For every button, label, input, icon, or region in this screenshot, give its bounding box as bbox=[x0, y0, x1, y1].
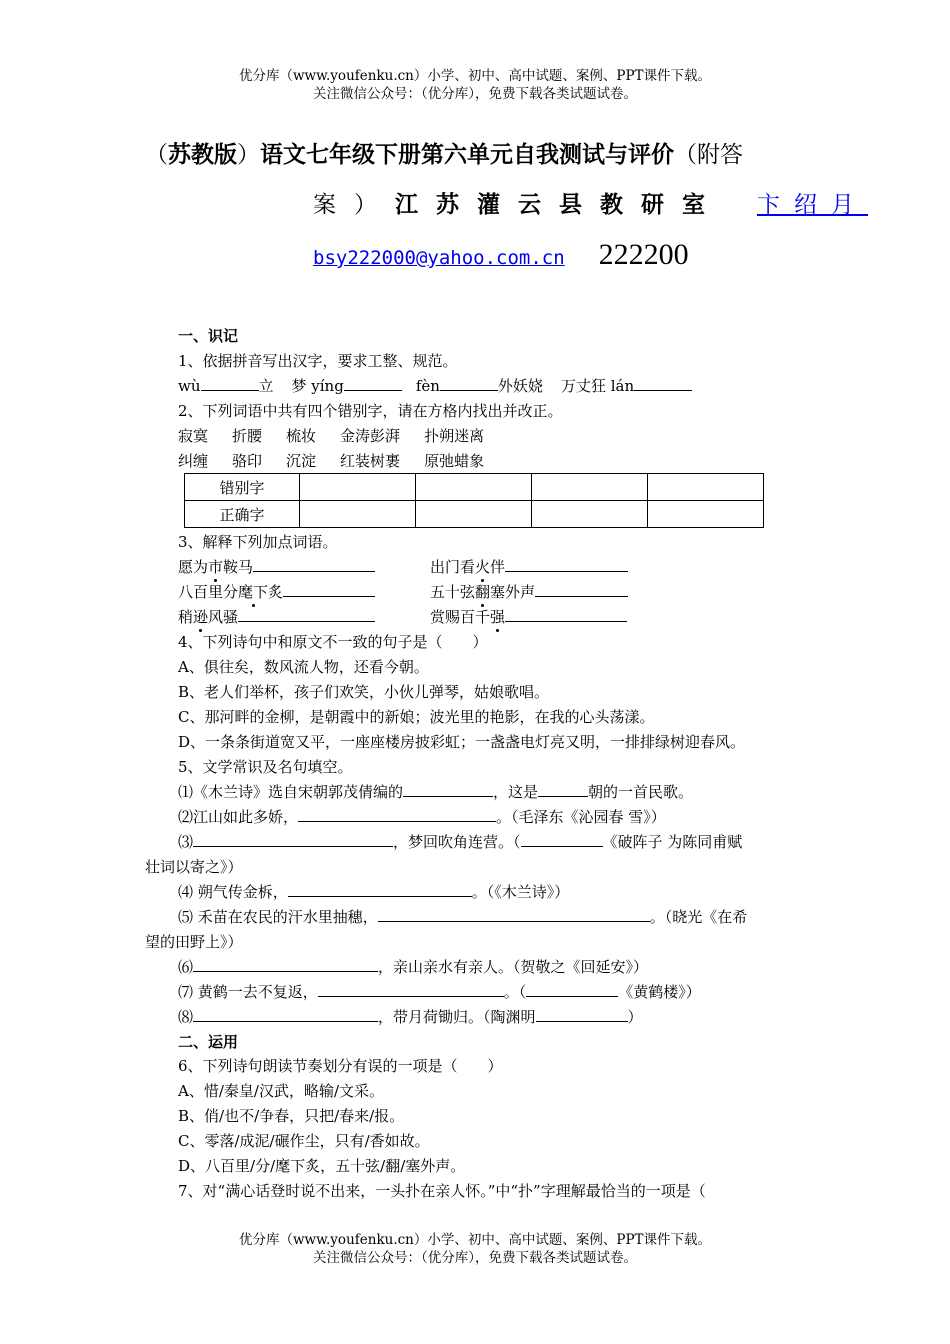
answer-cell[interactable] bbox=[648, 474, 764, 501]
answer-blank[interactable] bbox=[253, 557, 375, 572]
answer-blank[interactable] bbox=[526, 982, 618, 997]
q5-item-5: ⑸ 禾苗在农民的汗水里抽穗， 。（晓光《在希 bbox=[178, 908, 748, 926]
postal-code: 222200 bbox=[598, 238, 689, 271]
q3-item: 出门看火伴 bbox=[430, 557, 628, 577]
author-link[interactable]: 卞绍月 bbox=[757, 192, 868, 218]
answer-blank[interactable] bbox=[403, 782, 493, 797]
page-footer-line1: 优分库（www.youfenku.cn）小学、初中、高中试题、案例、PPT课件下载。 bbox=[238, 1232, 712, 1248]
answer-blank[interactable] bbox=[440, 376, 498, 391]
table-label-wrong: 错别字 bbox=[185, 474, 300, 501]
q4-option-d: D、一条条街道宽又平，一座座楼房披彩虹；一盏盏电灯亮又明，一排排绿树迎春风。 bbox=[178, 733, 746, 751]
document-title: （苏教版）语文七年级下册第六单元自我测试与评价（附答 bbox=[145, 141, 743, 168]
answer-blank[interactable] bbox=[521, 832, 603, 847]
answer-blank[interactable] bbox=[378, 907, 650, 922]
email-link[interactable]: bsy222000@yahoo.com.cn bbox=[313, 247, 565, 269]
page-header-line1: 优分库（www.youfenku.cn）小学、初中、高中试题、案例、PPT课件下载。 bbox=[238, 68, 712, 84]
q3-item: 稍逊风骚 bbox=[178, 607, 375, 627]
answer-blank[interactable] bbox=[634, 376, 692, 391]
q2-prompt: 2、下列词语中共有四个错别字，请在方格内找出并改正。 bbox=[178, 402, 563, 420]
section-2-heading: 二、运用 bbox=[178, 1033, 239, 1051]
q2-words-row1: 寂寞 折腰 梳妆 金涛彭湃 扑朔迷离 bbox=[178, 427, 485, 445]
q4-option-b: B、老人们举杯，孩子们欢笑，小伙儿弹琴，姑娘歌唱。 bbox=[178, 683, 550, 701]
q5-item-6: ⑹ ，亲山亲水有亲人。（贺敬之《回延安》） bbox=[178, 958, 649, 976]
q4-option-c: C、那河畔的金柳，是朝霞中的新娘；波光里的艳影，在我的心头荡漾。 bbox=[178, 708, 655, 726]
answer-cell[interactable] bbox=[416, 474, 532, 501]
q6-option-b: B、俏/也不/争春，只把/春来/报。 bbox=[178, 1107, 405, 1125]
answer-cell[interactable] bbox=[300, 501, 416, 528]
q3-item: 五十弦翻塞外声 bbox=[430, 582, 628, 602]
q2-words-row2: 纠缠 骆印 沉淀 红装树裹 原弛蜡象 bbox=[178, 452, 485, 470]
answer-cell[interactable] bbox=[532, 474, 648, 501]
q5-item-3: ⑶ ，梦回吹角连营。（ 《破阵子 为陈同甫赋 bbox=[178, 833, 743, 851]
answer-blank[interactable] bbox=[536, 1007, 628, 1022]
q3-item: 赏赐百千强 bbox=[430, 607, 627, 627]
q6-option-a: A、惜/秦皇/汉武，略输/文采。 bbox=[178, 1082, 384, 1100]
table-label-right: 正确字 bbox=[185, 501, 300, 528]
q4-prompt: 4、下列诗句中和原文不一致的句子是（ ） bbox=[178, 633, 488, 651]
author-org: 江苏灌云县教研室 bbox=[395, 191, 723, 218]
correction-table bbox=[184, 473, 764, 528]
table-row bbox=[185, 501, 764, 528]
q5-prompt: 5、文学常识及名句填空。 bbox=[178, 758, 353, 776]
q6-prompt: 6、下列诗句朗读节奏划分有误的一项是（ ） bbox=[178, 1057, 503, 1075]
page-footer-line2: 关注微信公众号：（优分库），免费下载各类试题试卷。 bbox=[313, 1250, 637, 1266]
q5-item-1: ⑴《木兰诗》选自宋朝郭茂倩编的 ，这是 朝的一首民歌。 bbox=[178, 783, 694, 801]
page-header-line2: 关注微信公众号：（优分库），免费下载各类试题试卷。 bbox=[313, 86, 637, 102]
title-main: 语文七年级下册第六单元自我测试与评价 bbox=[260, 141, 674, 168]
answer-cell[interactable] bbox=[300, 474, 416, 501]
answer-blank[interactable] bbox=[505, 607, 627, 622]
q1-items: wù 立 梦 yíng fèn 外妖娆 万丈狂 lán bbox=[178, 376, 692, 396]
answer-blank[interactable] bbox=[538, 782, 588, 797]
edition-label: 苏教版 bbox=[168, 141, 237, 168]
answer-blank[interactable] bbox=[193, 1007, 378, 1022]
contact-line bbox=[313, 238, 689, 272]
title-line2: 案）江苏灌云县教研室 卞绍月 bbox=[313, 191, 868, 218]
q5-item-8: ⑻ ，带月荷锄归。（陶渊明 ） bbox=[178, 1008, 643, 1026]
answer-blank[interactable] bbox=[193, 832, 393, 847]
answer-blank[interactable] bbox=[283, 582, 375, 597]
q3-prompt: 3、解释下列加点词语。 bbox=[178, 533, 338, 551]
answer-blank[interactable] bbox=[535, 582, 628, 597]
q3-item: 八百里分麾下炙 bbox=[178, 582, 375, 602]
q5-item-4: ⑷ 朔气传金柝， 。（《木兰诗》） bbox=[178, 883, 570, 901]
q5-item-7: ⑺ 黄鹤一去不复返， 。（ 《黄鹤楼》） bbox=[178, 983, 701, 1001]
q7-prompt: 7、对“满心话登时说不出来，一头扑在亲人怀。”中“扑”字理解最恰当的一项是（ bbox=[178, 1182, 706, 1200]
q4-option-a: A、俱往矣，数风流人物，还看今朝。 bbox=[178, 658, 429, 676]
q3-item: 愿为市鞍马 bbox=[178, 557, 375, 577]
answer-blank[interactable] bbox=[318, 982, 504, 997]
answer-blank[interactable] bbox=[505, 557, 628, 572]
section-1-heading: 一、识记 bbox=[178, 327, 239, 345]
q6-option-c: C、零落/成泥/碾作尘，只有/香如故。 bbox=[178, 1132, 430, 1150]
answer-blank[interactable] bbox=[298, 807, 496, 822]
q5-item-3-cont: 壮词以寄之》） bbox=[145, 858, 243, 876]
q5-item-5-cont: 望的田野上》） bbox=[145, 933, 243, 951]
q1-prompt: 1、依据拼音写出汉字，要求工整、规范。 bbox=[178, 352, 458, 370]
answer-blank[interactable] bbox=[288, 882, 472, 897]
answer-blank[interactable] bbox=[344, 376, 402, 391]
table-row bbox=[185, 474, 764, 501]
answer-blank[interactable] bbox=[201, 376, 259, 391]
q5-item-2: ⑵江山如此多娇， 。（毛泽东《沁园春 雪》） bbox=[178, 808, 666, 826]
answer-blank[interactable] bbox=[193, 957, 378, 972]
q6-option-d: D、八百里/分/麾下炙，五十弦/翻/塞外声。 bbox=[178, 1157, 466, 1175]
answer-blank[interactable] bbox=[238, 607, 375, 622]
answer-cell[interactable] bbox=[532, 501, 648, 528]
answer-cell[interactable] bbox=[648, 501, 764, 528]
answer-cell[interactable] bbox=[416, 501, 532, 528]
